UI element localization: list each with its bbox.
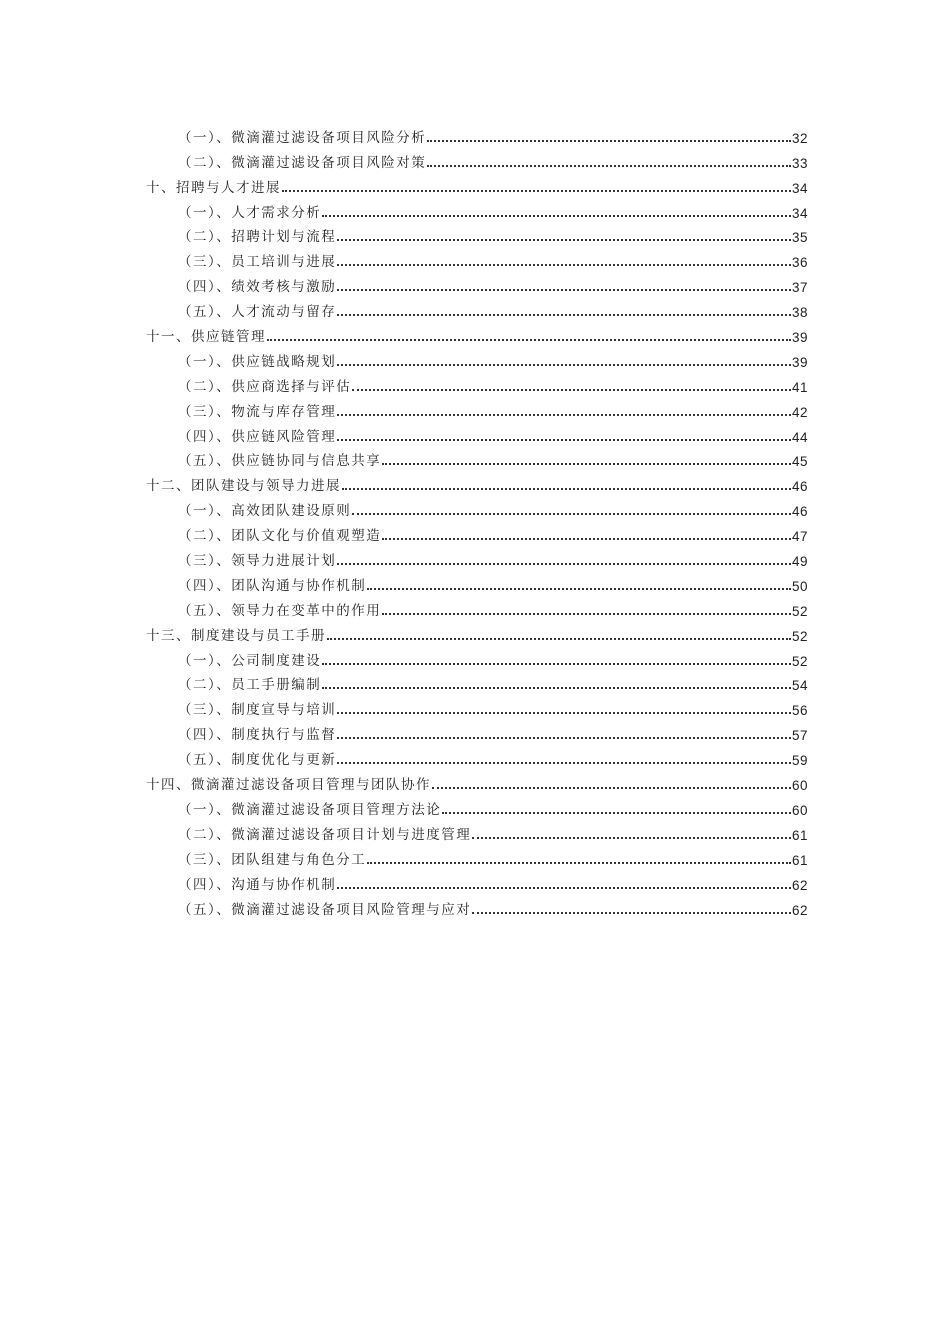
toc-page-number: 52 (791, 628, 808, 644)
toc-page-number: 49 (791, 554, 808, 570)
toc-entry-title: （四）、供应链风险管理 (178, 428, 337, 445)
toc-dot-leader (322, 663, 791, 665)
toc-section-entry[interactable] (146, 746, 808, 771)
toc-chapter-entry[interactable] (146, 771, 808, 796)
toc-section-entry[interactable] (146, 248, 808, 273)
toc-section-entry[interactable] (146, 572, 808, 597)
toc-page-number: 56 (791, 703, 808, 719)
toc-dot-leader (337, 737, 791, 739)
toc-section-entry[interactable] (146, 273, 808, 298)
toc-page-number: 46 (791, 479, 808, 495)
toc-entry-title: 十二、团队建设与领导力进展 (146, 478, 341, 495)
toc-entry-title: （三）、制度宣导与培训 (178, 702, 337, 719)
toc-entry-title: （二）、团队文化与价值观塑造 (178, 528, 382, 545)
toc-entry-title: （四）、沟通与协作机制 (178, 876, 337, 893)
toc-section-entry[interactable] (146, 348, 808, 373)
toc-entry-title: （四）、制度执行与监督 (178, 727, 337, 744)
toc-dot-leader (352, 513, 791, 515)
toc-page-number: 41 (791, 379, 808, 395)
toc-page-number: 61 (791, 852, 808, 868)
toc-section-entry[interactable] (146, 199, 808, 224)
toc-entry-title: （五）、制度优化与更新 (178, 752, 337, 769)
toc-page-number: 52 (791, 603, 808, 619)
toc-page-number: 45 (791, 454, 808, 470)
toc-section-entry[interactable] (146, 448, 808, 473)
toc-section-entry[interactable] (146, 373, 808, 398)
toc-page-number: 62 (791, 877, 808, 893)
toc-dot-leader (472, 837, 791, 839)
toc-chapter-entry[interactable] (146, 472, 808, 497)
toc-entry-title: （二）、供应商选择与评估 (178, 378, 352, 395)
toc-section-entry[interactable] (146, 647, 808, 672)
toc-page-number: 59 (791, 753, 808, 769)
toc-entry-title: （一）、微滴灌过滤设备项目风险分析 (178, 129, 427, 146)
toc-page-number: 46 (791, 504, 808, 520)
toc-section-entry[interactable] (146, 696, 808, 721)
toc-entry-title: （二）、微滴灌过滤设备项目计划与进度管理 (178, 826, 472, 843)
toc-dot-leader (442, 812, 791, 814)
toc-section-entry[interactable] (146, 398, 808, 423)
toc-entry-title: （二）、招聘计划与流程 (178, 229, 337, 246)
toc-dot-leader (427, 165, 791, 167)
toc-dot-leader (337, 364, 791, 366)
toc-section-entry[interactable] (146, 821, 808, 846)
toc-page-number: 38 (791, 305, 808, 321)
toc-dot-leader (337, 887, 791, 889)
toc-chapter-entry[interactable] (146, 174, 808, 199)
toc-dot-leader (337, 439, 791, 441)
toc-section-entry[interactable] (146, 547, 808, 572)
toc-page-number: 50 (791, 578, 808, 594)
toc-page-number: 36 (791, 255, 808, 271)
toc-dot-leader (337, 414, 791, 416)
table-of-contents (146, 124, 808, 921)
toc-dot-leader (367, 862, 791, 864)
toc-entry-title: （五）、领导力在变革中的作用 (178, 602, 382, 619)
toc-entry-title: 十、招聘与人才进展 (146, 179, 281, 196)
toc-page-number: 44 (791, 429, 808, 445)
toc-dot-leader (427, 140, 791, 142)
toc-section-entry[interactable] (146, 224, 808, 249)
toc-section-entry[interactable] (146, 896, 808, 921)
toc-section-entry[interactable] (146, 522, 808, 547)
toc-section-entry[interactable] (146, 846, 808, 871)
toc-dot-leader (432, 787, 791, 789)
toc-page-number: 42 (791, 404, 808, 420)
toc-entry-title: （一）、高效团队建设原则 (178, 503, 352, 520)
toc-entry-title: （一）、供应链战略规划 (178, 353, 337, 370)
toc-entry-title: 十一、供应链管理 (146, 329, 266, 346)
toc-entry-title: （一）、人才需求分析 (178, 204, 322, 221)
toc-page-number: 60 (791, 802, 808, 818)
toc-dot-leader (382, 463, 791, 465)
toc-page-number: 35 (791, 230, 808, 246)
toc-dot-leader (352, 389, 791, 391)
toc-dot-leader (337, 762, 791, 764)
toc-entry-title: （五）、供应链协同与信息共享 (178, 453, 382, 470)
toc-dot-leader (322, 687, 791, 689)
toc-entry-title: （一）、公司制度建设 (178, 652, 322, 669)
toc-entry-title: （一）、微滴灌过滤设备项目管理方法论 (178, 801, 442, 818)
toc-page-number: 33 (791, 155, 808, 171)
toc-entry-title: （五）、人才流动与留存 (178, 304, 337, 321)
toc-section-entry[interactable] (146, 124, 808, 149)
toc-dot-leader (282, 190, 791, 192)
toc-dot-leader (472, 912, 791, 914)
toc-dot-leader (382, 613, 791, 615)
toc-dot-leader (267, 339, 791, 341)
toc-page-number: 32 (791, 130, 808, 146)
toc-page-number: 34 (791, 205, 808, 221)
toc-page-number: 37 (791, 280, 808, 296)
toc-entry-title: （三）、员工培训与进展 (178, 254, 337, 271)
toc-chapter-entry[interactable] (146, 323, 808, 348)
toc-page-number: 39 (791, 354, 808, 370)
toc-entry-title: （三）、物流与库存管理 (178, 403, 337, 420)
toc-dot-leader (322, 215, 791, 217)
toc-page-number: 39 (791, 330, 808, 346)
toc-entry-title: （二）、微滴灌过滤设备项目风险对策 (178, 154, 427, 171)
toc-entry-title: （三）、团队组建与角色分工 (178, 851, 367, 868)
toc-section-entry[interactable] (146, 871, 808, 896)
toc-dot-leader (337, 563, 791, 565)
toc-section-entry[interactable] (146, 721, 808, 746)
toc-page-number: 34 (791, 180, 808, 196)
toc-dot-leader (337, 239, 791, 241)
toc-dot-leader (382, 538, 791, 540)
toc-section-entry[interactable] (146, 423, 808, 448)
toc-page-number: 61 (791, 827, 808, 843)
toc-dot-leader (337, 314, 791, 316)
toc-chapter-entry[interactable] (146, 622, 808, 647)
toc-section-entry[interactable] (146, 298, 808, 323)
toc-section-entry[interactable] (146, 149, 808, 174)
toc-page-number: 47 (791, 529, 808, 545)
toc-dot-leader (342, 488, 791, 490)
toc-section-entry[interactable] (146, 497, 808, 522)
toc-dot-leader (337, 712, 791, 714)
toc-page-number: 62 (791, 902, 808, 918)
toc-entry-title: （四）、团队沟通与协作机制 (178, 577, 367, 594)
toc-entry-title: （三）、领导力进展计划 (178, 553, 337, 570)
toc-dot-leader (327, 638, 791, 640)
toc-page-number: 52 (791, 653, 808, 669)
toc-section-entry[interactable] (146, 672, 808, 697)
toc-dot-leader (337, 264, 791, 266)
toc-entry-title: 十四、微滴灌过滤设备项目管理与团队协作 (146, 777, 431, 794)
toc-dot-leader (367, 588, 791, 590)
toc-entry-title: 十三、制度建设与员工手册 (146, 627, 326, 644)
toc-dot-leader (337, 289, 791, 291)
toc-entry-title: （四）、绩效考核与激励 (178, 279, 337, 296)
toc-section-entry[interactable] (146, 597, 808, 622)
toc-section-entry[interactable] (146, 796, 808, 821)
toc-entry-title: （五）、微滴灌过滤设备项目风险管理与应对 (178, 901, 472, 918)
toc-entry-title: （二）、员工手册编制 (178, 677, 322, 694)
toc-page-number: 60 (791, 778, 808, 794)
toc-page-number: 57 (791, 728, 808, 744)
toc-page-number: 54 (791, 678, 808, 694)
